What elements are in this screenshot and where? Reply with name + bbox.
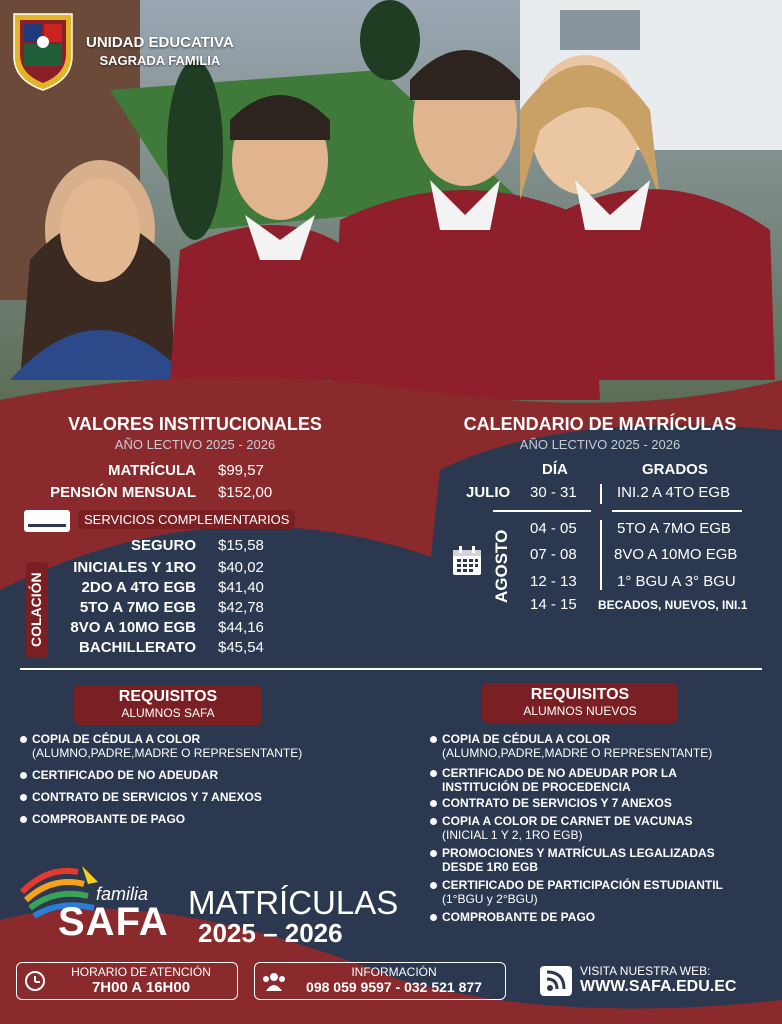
web-icon [540,966,572,996]
list-item: CERTIFICADO DE PARTICIPACIÓN ESTUDIANTIL (1°BGU y 2°BGU) [430,878,775,906]
req-safa-title: REQUISITOS [118,688,218,705]
info-label: INFORMACIÓN [351,965,437,979]
servicios-label: SERVICIOS COMPLEMENTARIOS [78,510,295,529]
fee-value-seguro: $15,58 [218,537,264,554]
colacion-value-1: $41,40 [218,579,264,596]
agosto-label: AGOSTO [492,529,511,603]
req-safa-header [74,685,262,725]
req-safa-subtitle: ALUMNOS SAFA [121,706,215,720]
colacion-label-2: 5TO A 7MO EGB [79,599,196,616]
grid-line [612,510,742,512]
calendario-subtitle: AÑO LECTIVO 2025 - 2026 [519,437,681,452]
req-nuevos-header [482,683,678,723]
colacion-label-0: INICIALES Y 1RO [73,559,196,576]
matriculas-years: 2025 – 2026 [198,918,343,948]
card-icon [24,510,70,532]
list-item: CONTRATO DE SERVICIOS Y 7 ANEXOS [20,790,380,804]
fee-value-pension: $152,00 [218,484,273,501]
info-box [254,962,506,1000]
web-link[interactable]: WWW.SAFA.EDU.EC [580,978,737,995]
grid-line [600,484,602,504]
grid-line [493,510,591,512]
horario-label: HORARIO DE ATENCIÓN [71,965,211,979]
colacion-label-4: BACHILLERATO [79,639,196,656]
school-name-line2: SAGRADA FAMILIA [99,53,221,68]
school-name [86,34,234,70]
valores-subtitle: AÑO LECTIVO 2025 - 2026 [114,437,276,452]
people-icon [261,971,287,991]
clock-icon [25,971,45,991]
col-grados-header: GRADOS [642,461,708,478]
horario-box [16,962,238,1000]
calendario-title: CALENDARIO DE MATRÍCULAS [463,414,737,434]
list-item: COMPROBANTE DE PAGO [20,812,380,826]
agosto-grado-2: 1° BGU A 3° BGU [617,573,736,590]
colacion-value-0: $40,02 [218,559,264,576]
colacion-value-3: $44,16 [218,619,264,636]
list-item: COPIA A COLOR DE CARNET DE VACUNAS (INICIAL 1 Y 2, 1RO EGB) [430,814,775,842]
brand-safa: SAFA [58,900,169,944]
req-nuevos-list [430,732,775,924]
school-name-line1: UNIDAD EDUCATIVA [86,34,234,51]
req-nuevos-subtitle: ALUMNOS NUEVOS [523,704,637,718]
agosto-day-0: 04 - 05 [530,520,577,537]
julio-label: JULIO [466,484,511,501]
list-item: PROMOCIONES Y MATRÍCULAS LEGALIZADAS DESDE 1R0 EGB [430,846,775,874]
agosto-day-1: 07 - 08 [530,546,577,563]
agosto-day-2: 12 - 13 [530,573,577,590]
web-label: VISITA NUESTRA WEB: [580,964,711,978]
brand-familia: familia [96,884,149,904]
fee-value-matricula: $99,57 [218,462,264,479]
info-phone[interactable]: 098 059 9597 - 032 521 877 [306,979,482,995]
req-nuevos-title: REQUISITOS [530,686,630,703]
grid-line [600,520,602,590]
fee-label-seguro: SEGURO [130,537,196,554]
matriculas-heading: MATRÍCULAS [188,884,399,921]
colacion-label: COLACIÓN [26,562,48,658]
julio-grado: INI.2 A 4TO EGB [617,484,731,501]
list-item: CERTIFICADO DE NO ADEUDAR [20,768,380,782]
julio-day: 30 - 31 [530,484,577,501]
calendar-icon [452,546,482,576]
list-item: CONTRATO DE SERVICIOS Y 7 ANEXOS [430,796,775,810]
colacion-label-1: 2DO A 4TO EGB [81,579,196,596]
section-divider [20,668,762,670]
agosto-grado-3: BECADOS, NUEVOS, INI.1 [598,598,748,612]
colacion-label-3: 8VO A 10MO EGB [70,619,196,636]
list-item: CERTIFICADO DE NO ADEUDAR POR LA INSTITUCIÓN DE PROCEDENCIA [430,766,775,794]
req-safa-list [20,732,380,826]
fee-label-matricula: MATRÍCULA [107,462,196,479]
horario-value: 7H00 A 16H00 [91,979,191,996]
agosto-grado-0: 5TO A 7MO EGB [617,520,731,537]
list-item: COPIA DE CÉDULA A COLOR (ALUMNO,PADRE,MADRE O REPRESENTANTE) [430,732,775,760]
list-item: COPIA DE CÉDULA A COLOR (ALUMNO,PADRE,MADRE O REPRESENTANTE) [20,732,380,760]
agosto-grado-1: 8VO A 10MO EGB [614,546,738,563]
colacion-value-2: $42,78 [218,599,264,616]
agosto-day-3: 14 - 15 [530,596,577,613]
list-item: COMPROBANTE DE PAGO [430,910,775,924]
fee-label-pension: PENSIÓN MENSUAL [50,484,196,501]
col-dia-header: DÍA [542,461,568,478]
colacion-value-4: $45,54 [218,639,264,656]
valores-title: VALORES INSTITUCIONALES [68,414,322,434]
school-crest-logo [8,6,78,92]
